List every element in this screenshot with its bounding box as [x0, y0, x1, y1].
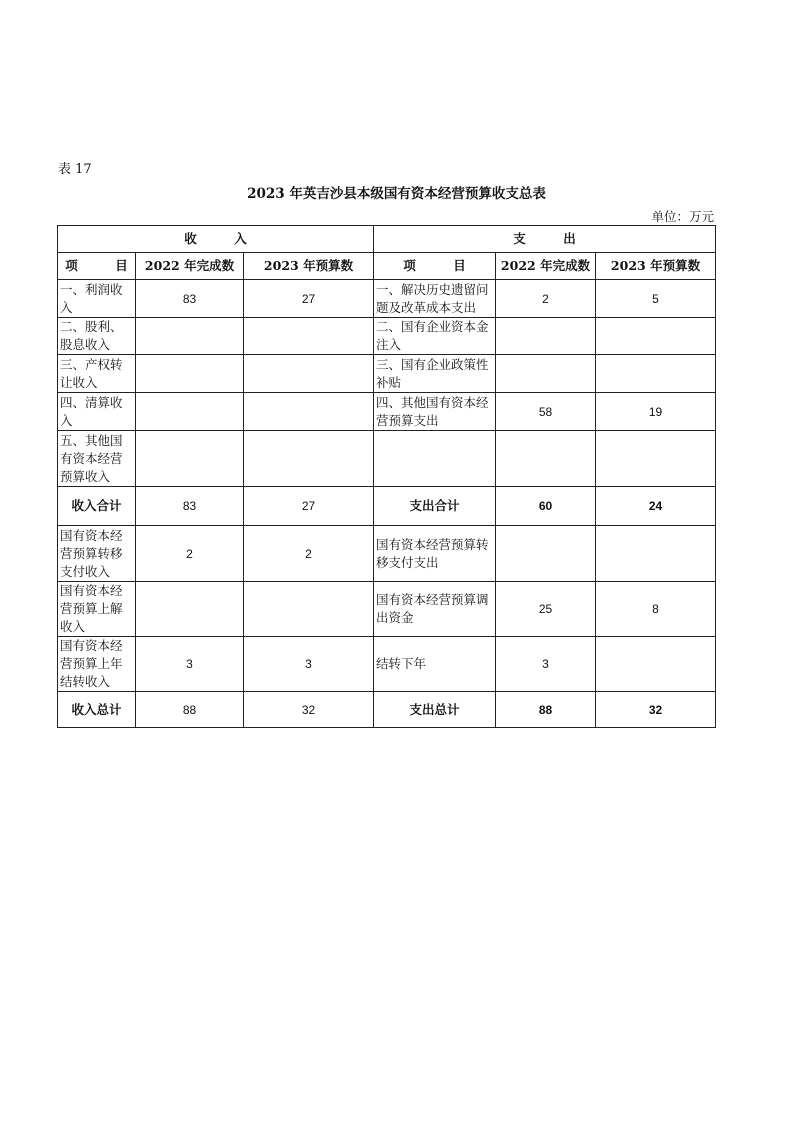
income-2023-value	[244, 431, 374, 487]
income-2022-value: 83	[136, 487, 244, 526]
income-2022-value: 88	[136, 692, 244, 728]
table-row	[58, 526, 716, 582]
income-group-header: 收 入	[58, 226, 374, 253]
expense-item	[374, 431, 496, 487]
expense-item: 三、国有企业政策性补贴	[374, 355, 496, 393]
expense-item: 二、国有企业资本金注入	[374, 318, 496, 355]
income-2022-value	[136, 582, 244, 637]
expense-2023-value	[596, 431, 716, 487]
income-item-header: 项 目	[58, 253, 136, 280]
income-2023-header: 2023 年预算数	[244, 253, 374, 280]
expense-item: 结转下年	[374, 637, 496, 692]
expense-2023-value: 19	[596, 393, 716, 431]
income-2023-value	[244, 355, 374, 393]
expense-2022-value: 58	[496, 393, 596, 431]
income-item: 五、其他国有资本经营预算收入	[58, 431, 136, 487]
income-2023-value: 27	[244, 280, 374, 318]
income-2023-value: 27	[244, 487, 374, 526]
expense-item: 一、解决历史遗留问题及改革成本支出	[374, 280, 496, 318]
expense-2023-value	[596, 318, 716, 355]
income-item: 国有资本经营预算上解收入	[58, 582, 136, 637]
expense-2022-value	[496, 526, 596, 582]
income-item: 一、利润收入	[58, 280, 136, 318]
table-number: 表 17	[58, 162, 92, 177]
income-total-row	[58, 487, 716, 526]
expense-2022-value: 25	[496, 582, 596, 637]
income-2023-value: 32	[244, 692, 374, 728]
income-2022-value	[136, 393, 244, 431]
income-2023-value	[244, 393, 374, 431]
budget-table	[57, 225, 716, 728]
income-2022-value: 3	[136, 637, 244, 692]
table-row	[58, 431, 716, 487]
expense-2022-value: 60	[496, 487, 596, 526]
expense-2023-value: 24	[596, 487, 716, 526]
income-2022-value	[136, 318, 244, 355]
expense-2023-value	[596, 355, 716, 393]
table-row	[58, 582, 716, 637]
expense-2022-value	[496, 318, 596, 355]
grand-total-row	[58, 692, 716, 728]
expense-2022-value	[496, 355, 596, 393]
expense-item: 国有资本经营预算调出资金	[374, 582, 496, 637]
expense-grand-total-label: 支出总计	[374, 692, 496, 728]
table-row	[58, 393, 716, 431]
table-row	[58, 280, 716, 318]
income-subtotal-label: 收入合计	[58, 487, 136, 526]
table-row	[58, 318, 716, 355]
income-item: 二、股利、股息收入	[58, 318, 136, 355]
expense-2023-value: 8	[596, 582, 716, 637]
income-2022-header: 2022 年完成数	[136, 253, 244, 280]
expense-2023-value	[596, 526, 716, 582]
income-item: 国有资本经营预算转移支付收入	[58, 526, 136, 582]
expense-2022-value: 88	[496, 692, 596, 728]
expense-item: 四、其他国有资本经营预算支出	[374, 393, 496, 431]
income-item: 国有资本经营预算上年结转收入	[58, 637, 136, 692]
table-row	[58, 637, 716, 692]
column-header-row	[58, 253, 716, 280]
expense-2023-value	[596, 637, 716, 692]
expense-2023-value: 5	[596, 280, 716, 318]
income-item: 三、产权转让收入	[58, 355, 136, 393]
income-item: 四、清算收入	[58, 393, 136, 431]
income-2022-value	[136, 355, 244, 393]
expense-2022-value: 3	[496, 637, 596, 692]
income-2023-value	[244, 582, 374, 637]
income-grand-total-label: 收入总计	[58, 692, 136, 728]
expense-2022-value: 2	[496, 280, 596, 318]
table-row	[58, 355, 716, 393]
expense-group-header: 支 出	[374, 226, 716, 253]
unit-label: 单位：万元	[651, 209, 714, 224]
income-2022-value: 83	[136, 280, 244, 318]
income-2023-value	[244, 318, 374, 355]
income-2023-value: 3	[244, 637, 374, 692]
expense-2022-value	[496, 431, 596, 487]
expense-item: 国有资本经营预算转移支付支出	[374, 526, 496, 582]
income-2023-value: 2	[244, 526, 374, 582]
expense-2023-value: 32	[596, 692, 716, 728]
income-2022-value	[136, 431, 244, 487]
expense-2023-header: 2023 年预算数	[596, 253, 716, 280]
income-2022-value: 2	[136, 526, 244, 582]
expense-subtotal-label: 支出合计	[374, 487, 496, 526]
group-header-row	[58, 226, 716, 253]
expense-item-header: 项 目	[374, 253, 496, 280]
expense-2022-header: 2022 年完成数	[496, 253, 596, 280]
document-title: 2023 年英吉沙县本级国有资本经营预算收支总表	[247, 186, 546, 202]
